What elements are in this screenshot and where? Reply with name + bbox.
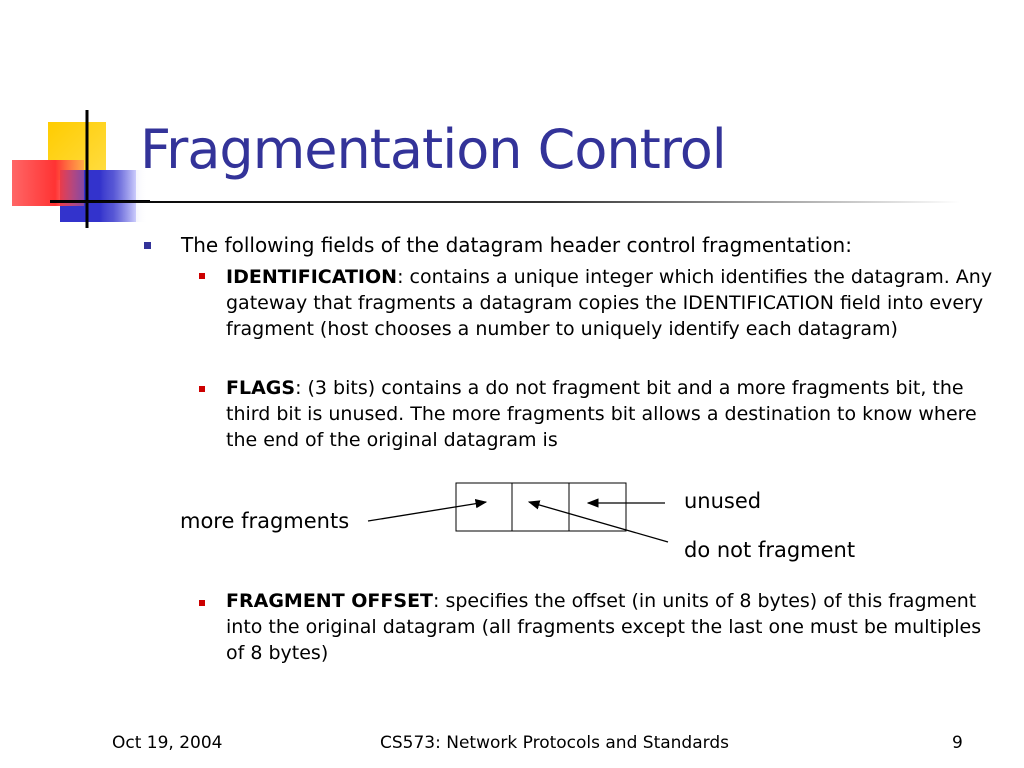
label-more-fragments: more fragments (180, 509, 350, 533)
bullet-square-icon (144, 242, 151, 249)
label-do-not-fragment: do not fragment (684, 538, 856, 562)
list-item-fragment-offset (226, 588, 996, 666)
desc-fragment-offset: : specifies the offset (in units of 8 bytes) of this fragment into the original datagram (all fragments except the last one must be multiples of 8 bytes) (226, 590, 982, 664)
term-flags: FLAGS (226, 377, 296, 399)
label-unused: unused (684, 489, 762, 513)
desc-flags: : (3 bits) contains a do not fragment bit and a more fragments bit, the third bit is unused. The more fragments bit allows a destination to know where the end of the original datagram is (226, 377, 977, 451)
arrow-do-not-fragment (529, 502, 668, 542)
desc-identification: : contains a unique integer which identifies the datagram. Any gateway that fragments a datagram copies the IDENTIFICATION field into every fragment (host chooses a number to uniquely identify each datagram) (226, 266, 993, 340)
term-identification: IDENTIFICATION (226, 266, 398, 288)
footer-date: Oct 19, 2004 (112, 733, 223, 753)
corner-decoration (0, 0, 150, 240)
list-item-flags (226, 375, 996, 453)
title-underline (50, 201, 960, 203)
intro-text: The following fields of the datagram header control fragmentation: (181, 233, 852, 257)
bullet-square-icon (199, 600, 205, 606)
bullet-square-icon (199, 273, 205, 279)
footer-page-number: 9 (952, 733, 963, 753)
slide-title: Fragmentation Control (140, 118, 726, 181)
footer-course: CS573: Network Protocols and Standards (380, 733, 729, 753)
flag-bit-box-2 (512, 483, 569, 531)
flag-bit-box-1 (456, 483, 512, 531)
bullet-square-icon (199, 386, 205, 392)
flag-bit-box-3 (569, 483, 626, 531)
term-fragment-offset: FRAGMENT OFFSET (226, 590, 434, 612)
deco-red-square (12, 160, 84, 206)
arrow-more-fragments (368, 502, 486, 521)
list-item-identification (226, 264, 996, 342)
